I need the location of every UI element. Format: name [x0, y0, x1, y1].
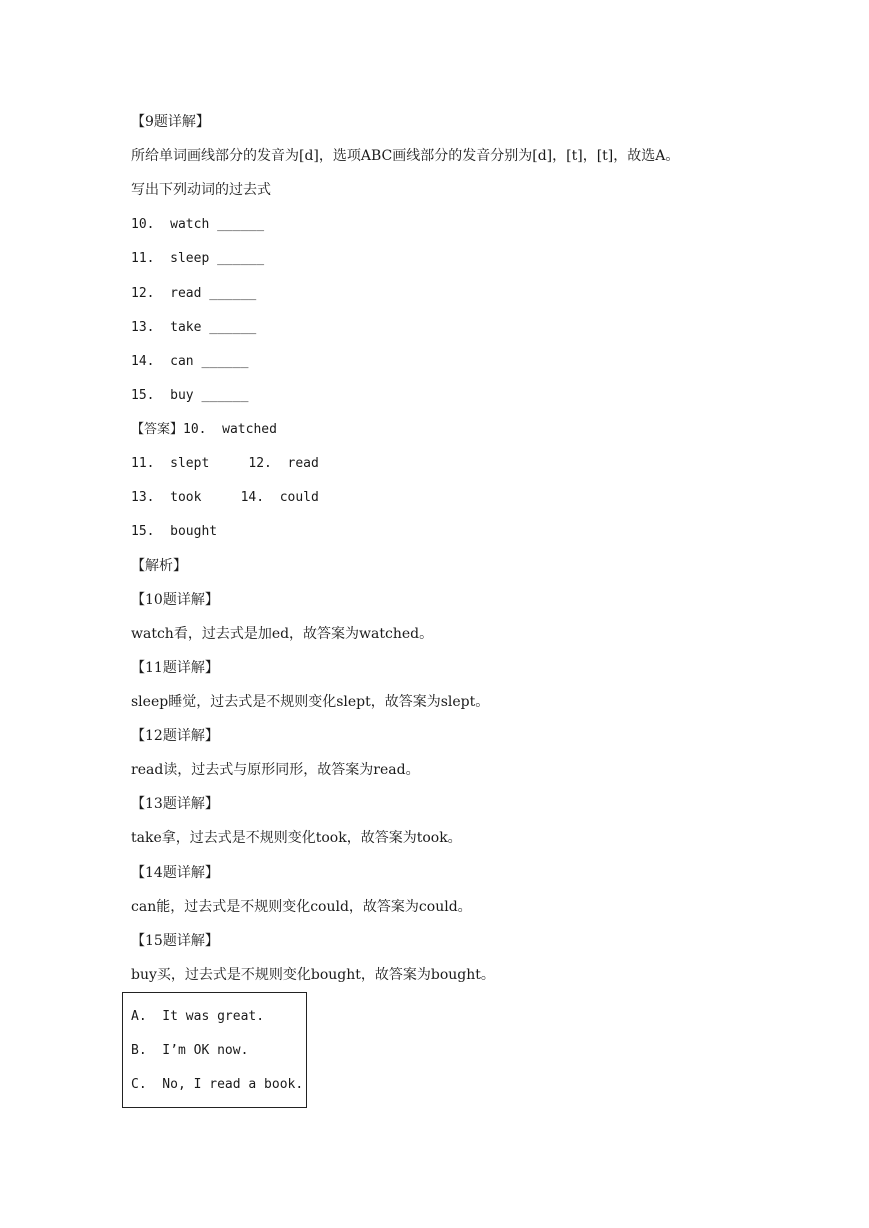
detail-13-heading: 【13题详解】 [131, 796, 219, 812]
options-box [122, 992, 307, 1108]
detail-11-heading: 【11题详解】 [131, 660, 219, 676]
detail-15-text: buy买，过去式是不规则变化bought，故答案为bought。 [131, 967, 495, 983]
answer-row-2: 11. slept 12. read [131, 456, 319, 471]
detail-15-heading: 【15题详解】 [131, 933, 219, 949]
question-14: 14. can ______ [131, 354, 249, 369]
detail-14-heading: 【14题详解】 [131, 865, 219, 881]
question-13: 13. take ______ [131, 320, 257, 335]
detail-14-text: can能，过去式是不规则变化could，故答案为could。 [131, 899, 472, 915]
detail-10-text: watch看，过去式是加ed，故答案为watched。 [131, 626, 434, 642]
option-a: A. It was great. [131, 1009, 265, 1024]
option-b: B. I’m OK now. [131, 1043, 249, 1058]
detail-9-heading: 【9题详解】 [131, 114, 210, 130]
detail-9-text: 所给单词画线部分的发音为[d]，选项ABC画线部分的发音分别为[d]，[t]，[t]，故选A。 [131, 148, 680, 164]
detail-12-text: read读，过去式与原形同形，故答案为read。 [131, 762, 420, 778]
detail-12-heading: 【12题详解】 [131, 728, 219, 744]
detail-11-text: sleep睡觉，过去式是不规则变化slept，故答案为slept。 [131, 694, 490, 710]
detail-10-heading: 【10题详解】 [131, 592, 219, 608]
question-15: 15. buy ______ [131, 388, 249, 403]
question-11: 11. sleep ______ [131, 251, 265, 266]
analysis-heading: 【解析】 [131, 558, 187, 574]
answer-row-4: 15. bought [131, 524, 218, 539]
question-12: 12. read ______ [131, 286, 257, 301]
detail-13-text: take拿，过去式是不规则变化took，故答案为took。 [131, 830, 462, 846]
question-10: 10. watch ______ [131, 217, 265, 232]
answer-row-3: 13. took 14. could [131, 490, 319, 505]
section-title: 写出下列动词的过去式 [131, 182, 271, 198]
option-c: C. No, I read a book. [131, 1077, 304, 1092]
answer-line: 【答案】10. watched [131, 422, 277, 437]
